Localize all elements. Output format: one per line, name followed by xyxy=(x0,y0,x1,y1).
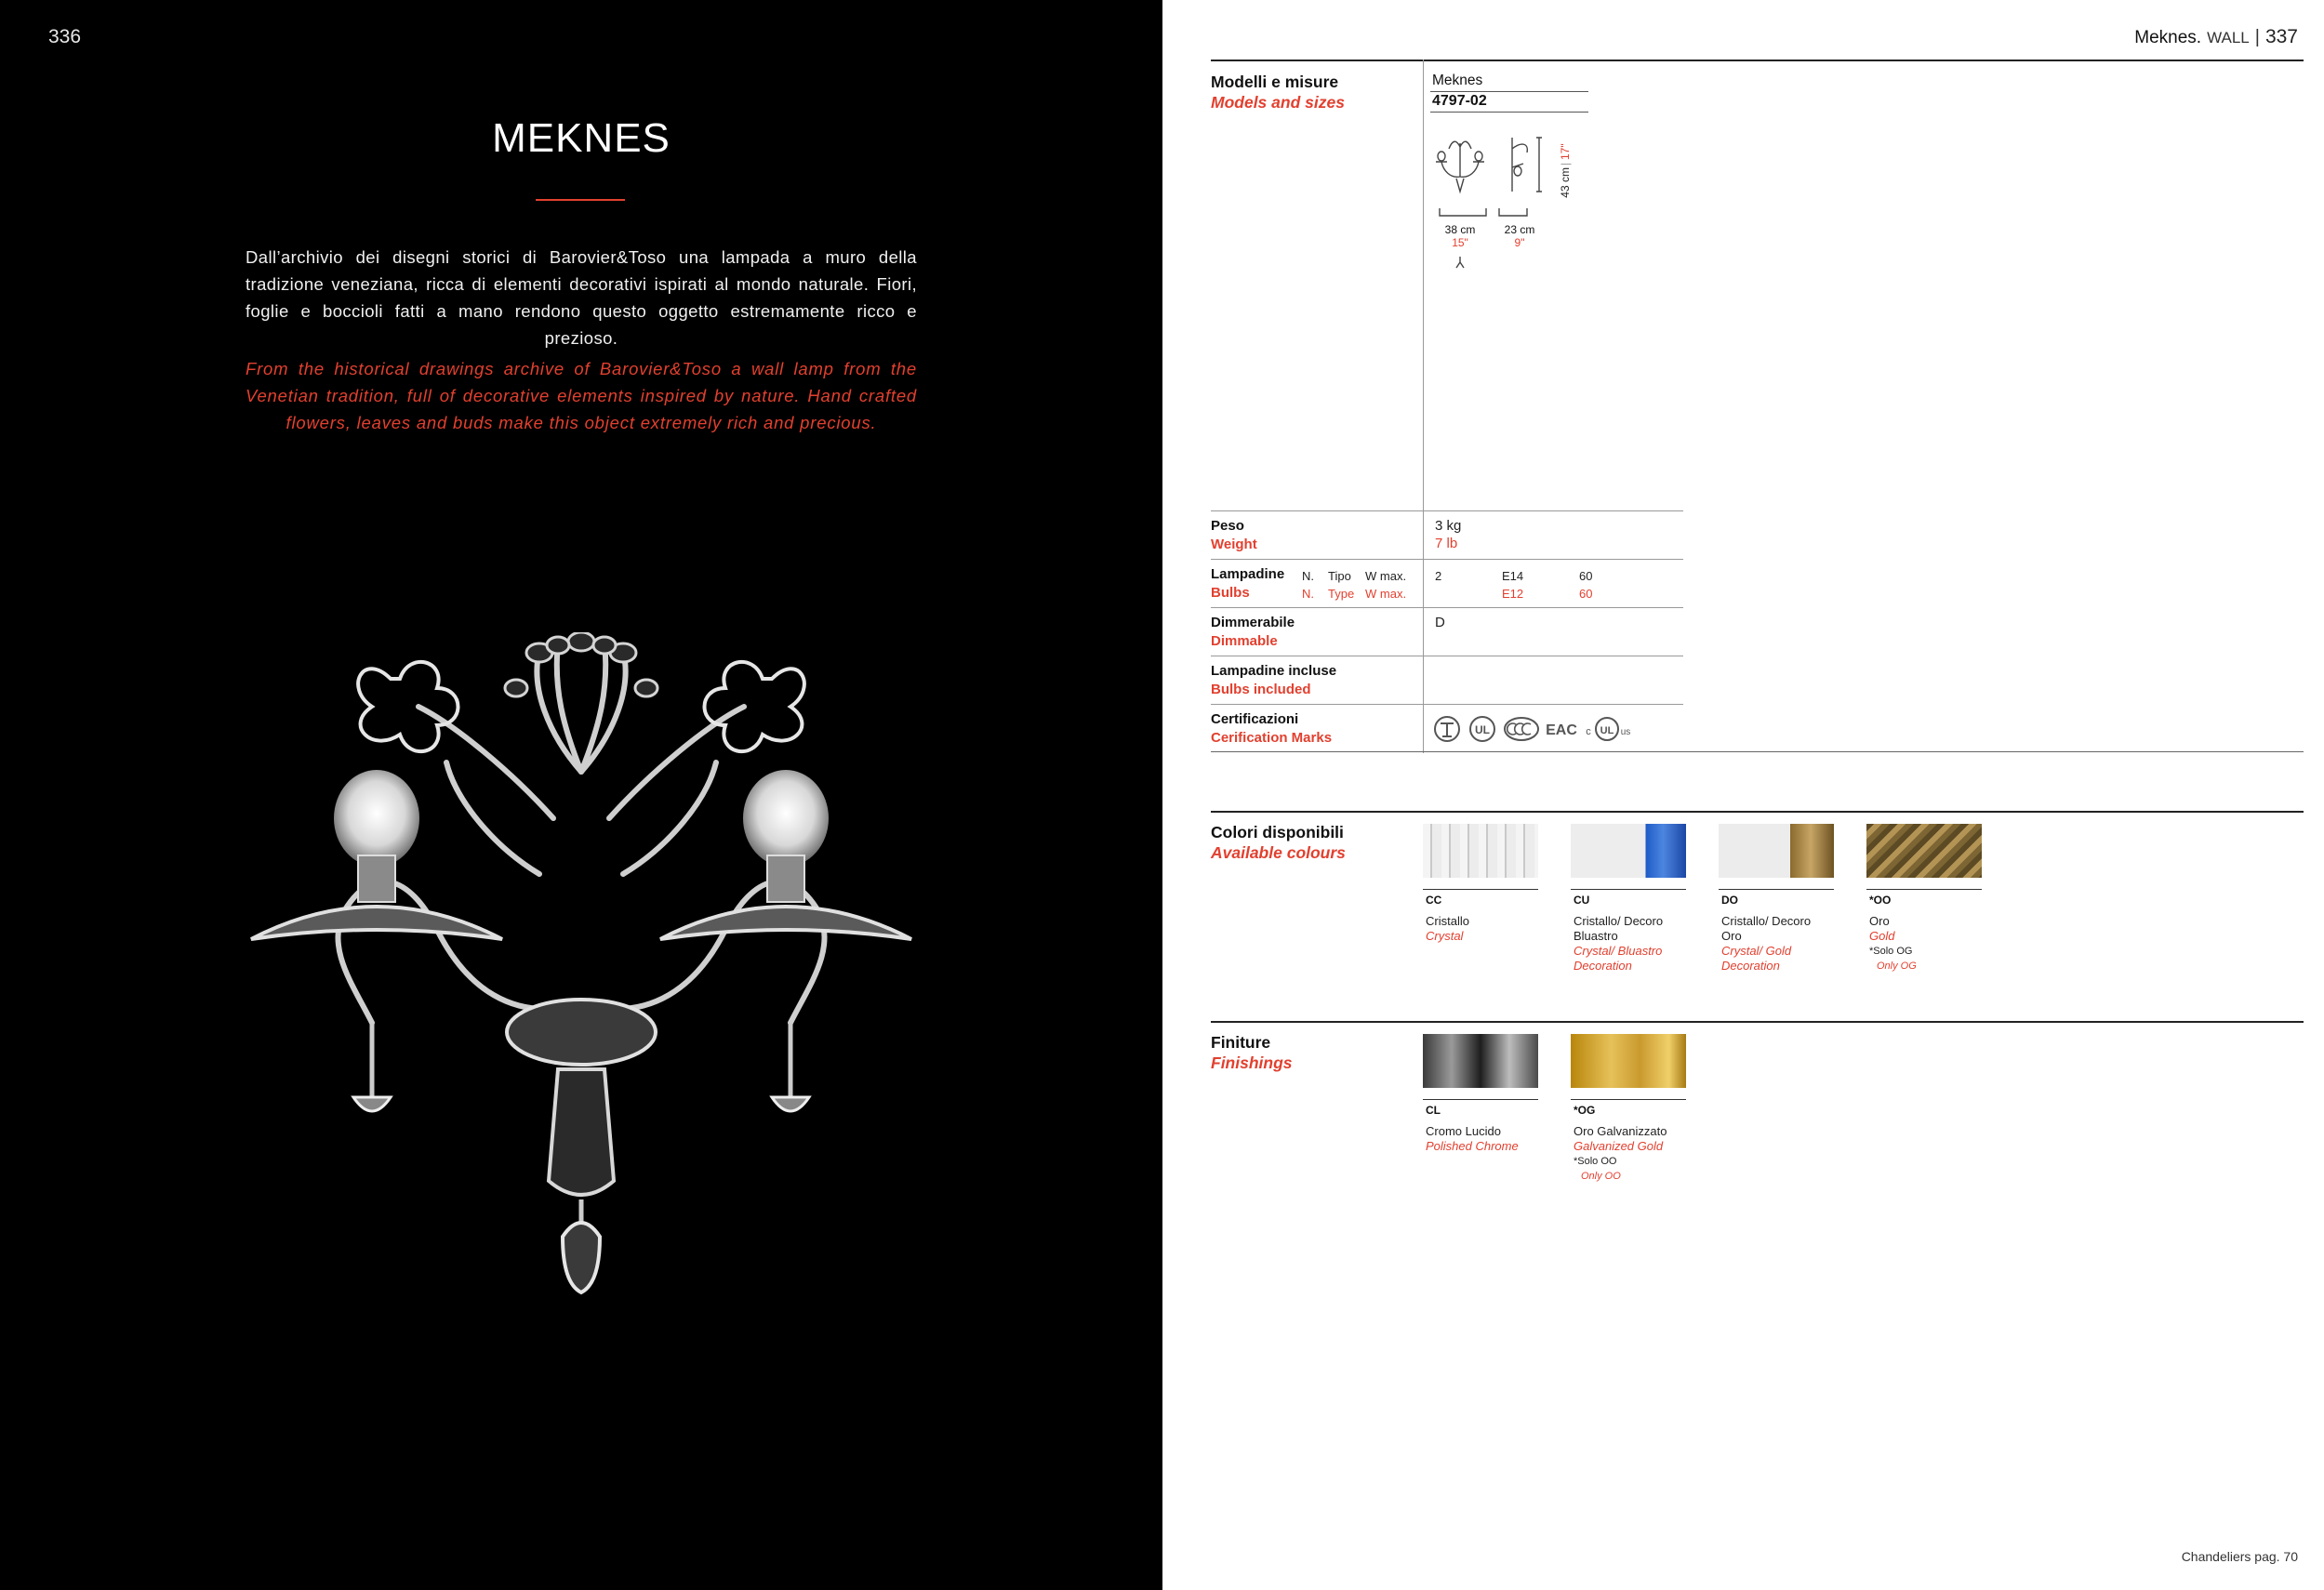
bulbs-n-header: N. N. xyxy=(1302,569,1314,601)
colour-name-cc: Cristallo Crystal xyxy=(1426,914,1469,943)
height-separator: | xyxy=(1559,162,1572,166)
swatch-rule xyxy=(1571,889,1686,890)
colour-note-oo: *Solo OG Only OG xyxy=(1869,946,1917,972)
cul-us-mark-icon xyxy=(1583,714,1631,744)
page-number-right: 337 xyxy=(2264,26,2298,47)
cert-mark-icon xyxy=(1432,714,1462,744)
colour-name-do: Cristallo/ Decoro Oro Crystal/ Gold Decoration xyxy=(1721,914,1812,973)
dimmable-label: Dimmerabile Dimmable xyxy=(1211,615,1295,649)
finish-name-cl: Cromo Lucido Polished Chrome xyxy=(1426,1124,1519,1153)
swatch-rule xyxy=(1423,889,1538,890)
bulbs-w-value: 60 60 xyxy=(1579,569,1593,601)
colour-code-do: DO xyxy=(1721,894,1738,907)
model-code-rule xyxy=(1430,112,1588,113)
swatch-crystal-blue xyxy=(1571,824,1686,878)
row-rule xyxy=(1211,510,1683,511)
row-rule xyxy=(1211,704,1683,705)
bulbs-label: Lampadine Bulbs xyxy=(1211,566,1285,601)
swatch-rule xyxy=(1866,889,1982,890)
svg-text:UL: UL xyxy=(1600,725,1614,736)
finish-code-og: *OG xyxy=(1574,1104,1596,1117)
bulbs-n-value: 2 xyxy=(1435,569,1442,583)
colour-code-oo: *OO xyxy=(1869,894,1892,907)
page-header xyxy=(2134,26,2298,48)
model-diagram xyxy=(1432,130,1553,279)
colour-name-cu: Cristallo/ Decoro Bluastro Crystal/ Bluastro Decoration xyxy=(1574,914,1664,973)
product-title: MEKNES xyxy=(492,115,671,161)
colour-code-cu: CU xyxy=(1574,894,1590,907)
footer-reference: Chandeliers pag. 70 xyxy=(2181,1549,2298,1564)
row-rule xyxy=(1211,607,1683,608)
wall-lamp-photo xyxy=(232,632,930,1320)
ccc-mark-icon xyxy=(1503,714,1540,744)
description-english: From the historical drawings archive of Barovier&Toso a wall lamp from the Venetian tradition, full of decorative elements inspired by nature. Hand crafted flowers, leaves and buds make this object extremely rich and precious. xyxy=(246,359,917,432)
colours-rule xyxy=(1211,811,2304,813)
model-name-rule xyxy=(1430,91,1588,92)
finishes-label: Finiture Finishings xyxy=(1211,1033,1293,1072)
included-label: Lampadine incluse Bulbs included xyxy=(1211,663,1337,697)
eac-mark-icon xyxy=(1546,714,1577,744)
bulbs-type-header: Tipo Type xyxy=(1328,569,1355,601)
height-cm: 43 cm xyxy=(1559,167,1572,198)
svg-text:us: us xyxy=(1620,727,1631,737)
description-italian: Dall’archivio dei disegni storici di Barovier&Toso una lampada a muro della tradizione veneziana, ricca di elementi decorativi ispirati al mondo naturale. Fiori, foglie e boccioli fatti a mano rendono questo oggetto estremamente ricco e prezioso. xyxy=(246,247,917,348)
row-rule xyxy=(1211,559,1683,560)
spec-bottom-rule xyxy=(1211,751,2304,752)
models-label: Modelli e misure Models and sizes xyxy=(1211,73,1345,112)
header-product-name: Meknes. xyxy=(2134,28,2202,47)
finish-code-cl: CL xyxy=(1426,1104,1441,1117)
certifications-label: Certificazioni Cerification Marks xyxy=(1211,711,1333,746)
swatch-crystal-gold xyxy=(1719,824,1834,878)
depth-dimension: 23 cm 9" xyxy=(1504,223,1535,249)
column-divider xyxy=(1423,60,1424,753)
finish-name-og: Oro Galvanizzato Galvanized Gold xyxy=(1574,1124,1667,1153)
title-underline xyxy=(536,199,625,201)
header-series: WALL xyxy=(2207,29,2250,46)
header-separator: | xyxy=(2254,27,2260,47)
bulbs-type-value: E14 E12 xyxy=(1502,569,1524,601)
dimmable-value: D xyxy=(1435,615,1445,630)
top-rule xyxy=(1211,60,2304,61)
height-in: 17" xyxy=(1559,143,1572,160)
swatch-galvanized-gold xyxy=(1571,1034,1686,1088)
swatch-rule xyxy=(1719,889,1834,890)
swatch-gold xyxy=(1866,824,1982,878)
width-dimension: 38 cm 15" xyxy=(1444,223,1476,249)
colours-label: Colori disponibili Available colours xyxy=(1211,823,1346,862)
colour-code-cc: CC xyxy=(1426,894,1442,907)
svg-text:UL: UL xyxy=(1475,723,1490,736)
swatch-crystal xyxy=(1423,824,1538,878)
weight-label: Peso Weight xyxy=(1211,518,1257,552)
page-number-left: 336 xyxy=(48,26,82,47)
right-page xyxy=(1162,0,2324,1590)
finishes-rule xyxy=(1211,1021,2304,1023)
swatch-rule xyxy=(1571,1099,1686,1100)
model-name: Meknes xyxy=(1432,73,1483,88)
ul-mark-icon xyxy=(1467,714,1497,744)
colour-name-oo: Oro Gold xyxy=(1869,914,1895,943)
bulbs-w-header: W max. W max. xyxy=(1365,569,1407,601)
model-code: 4797-02 xyxy=(1432,93,1487,109)
height-label xyxy=(1556,134,1574,201)
weight-value: 3 kg 7 lb xyxy=(1435,518,1462,551)
svg-text:EAC: EAC xyxy=(1546,722,1577,738)
swatch-rule xyxy=(1423,1099,1538,1100)
finish-note-og: *Solo OO Only OO xyxy=(1574,1156,1621,1182)
swatch-polished-chrome xyxy=(1423,1034,1538,1088)
certification-marks xyxy=(1432,714,1631,744)
svg-text:c: c xyxy=(1586,726,1591,737)
